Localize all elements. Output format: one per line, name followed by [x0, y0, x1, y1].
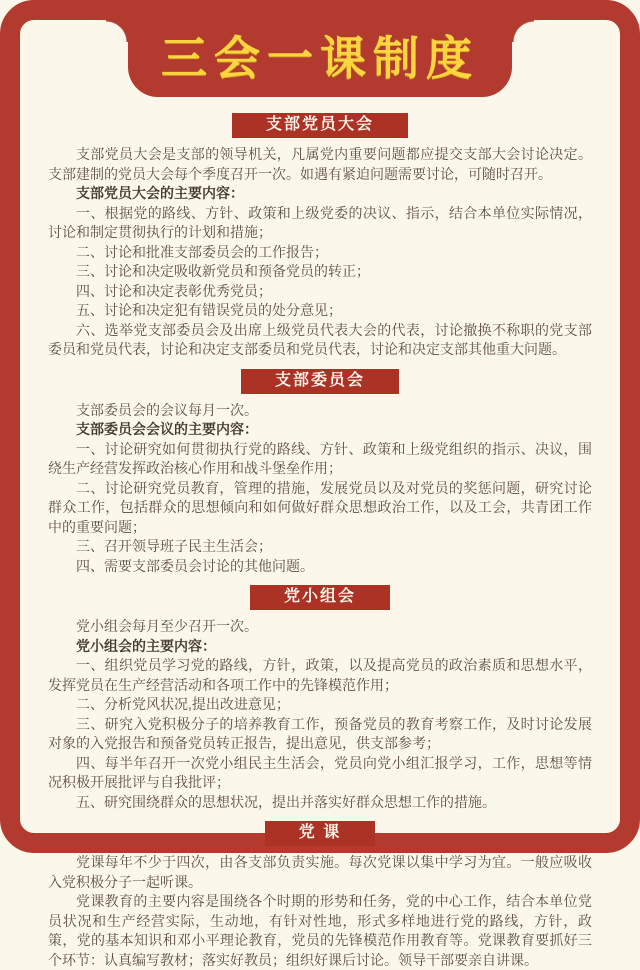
- section-1: [48, 113, 592, 360]
- section-paragraph: 一、讨论研究如何贯彻执行党的路线、方针、政策和上级党组织的指示、决议，围绕生产经营发挥政治核心作用和战斗堡垒作用；: [48, 440, 592, 476]
- section-2: [48, 369, 592, 577]
- section-paragraph: 二、分析党风状况,提出改进意见；: [76, 696, 290, 712]
- section-paragraph: 三、研究入党积极分子的培养教育工作，预备党员的教育考察工作，及时讨论发展对象的入党报告和预备党员转正报告，提出意见，供支部参考；: [48, 715, 592, 751]
- section-paragraph: 三、讨论和决定吸收新党员和预备党员的转正；: [76, 263, 370, 279]
- section-paragraph: 四、需要支部委员会讨论的其他问题。: [76, 557, 314, 574]
- section-paragraph: 五、讨论和决定犯有错误党员的处分意见；: [76, 302, 342, 318]
- page-title: 三会一课制度: [161, 31, 479, 84]
- section-paragraph: 支部党员大会是支部的领导机关，凡属党内重要问题都应提交支部大会讨论决定。支部建制的党员大会每个季度召开一次。如遇有紧迫问题需要讨论，可随时召开。: [48, 146, 592, 182]
- section-heading-badge: 党小组会: [250, 585, 390, 610]
- section-paragraph: 四、每半年召开一次党小组民主生活会，党员向党小组汇报学习，工作，思想等情况积极开展批评与自我批评；: [48, 754, 592, 790]
- section-4: [48, 821, 592, 970]
- section-heading-badge: 党 课: [265, 821, 375, 846]
- section-subtitle: 党小组会的主要内容：: [76, 637, 216, 654]
- section-paragraph: 党小组会每月至少召开一次。: [76, 618, 258, 634]
- section-subtitle: 支部党员大会的主要内容：: [76, 185, 244, 201]
- section-paragraph: 党课每年不少于四次，由各支部负责实施。每次党课以集中学习为宜。一般应吸收入党积极分子一起听课。: [48, 854, 592, 890]
- section-paragraph: 六、选举党支部委员会及出席上级党员代表大会的代表，讨论撤换不称职的党支部委员和党员代表，讨论和决定支部委员和党员代表，讨论和决定支部其他重大问题。: [48, 321, 592, 357]
- section-subtitle: 支部委员会会议的主要内容：: [76, 421, 258, 437]
- content-area: [20, 100, 620, 968]
- section-paragraph: 二、讨论和批准支部委员会的工作报告；: [76, 243, 328, 260]
- section-3: [48, 585, 592, 812]
- section-paragraph: 二、讨论研究党员教育，管理的措施，发展党员以及对党员的奖惩问题，研究讨论群众工作，包括群众的思想倾向和如何做好群众思想政治工作，以及工会，共青团工作中的重要问题；: [48, 479, 592, 535]
- section-paragraph: 一、根据党的路线、方针、政策和上级党委的决议、指示，结合本单位实际情况，讨论和制定贯彻执行的计划和措施；: [48, 204, 592, 240]
- section-paragraph: 党课教育的主要内容是围绕各个时期的形势和任务，党的中心工作，结合本单位党员状况和生产经营实际，生动地，有针对性地，形式多样地进行党的路线，方针，政策，党的基本知识和邓小平理论教育，党员的先锋模范作用教育等。党课教育要抓好三个环节：认真编写教材；落实好教员；组织好课后讨论。领导干部要亲自讲课。: [48, 893, 592, 968]
- title-banner: [128, 0, 512, 97]
- section-paragraph: 三、召开领导班子民主生活会；: [76, 538, 272, 554]
- section-paragraph: 四、讨论和决定表彰优秀党员；: [76, 282, 272, 299]
- section-paragraph: 五、研究围绕群众的思想状况，提出并落实好群众思想工作的措施。: [76, 793, 496, 810]
- banner-left-fillet: [106, 20, 128, 42]
- banner-right-fillet: [512, 20, 534, 42]
- section-paragraph: 一、组织党员学习党的路线，方针，政策，以及提高党员的政治素质和思想水平，发挥党员在生产经营活动和各项工作中的先锋模范作用；: [48, 657, 592, 693]
- section-heading-badge: 支部委员会: [241, 369, 399, 394]
- section-heading-badge: 支部党员大会: [232, 113, 408, 138]
- section-paragraph: 支部委员会的会议每月一次。: [76, 401, 258, 418]
